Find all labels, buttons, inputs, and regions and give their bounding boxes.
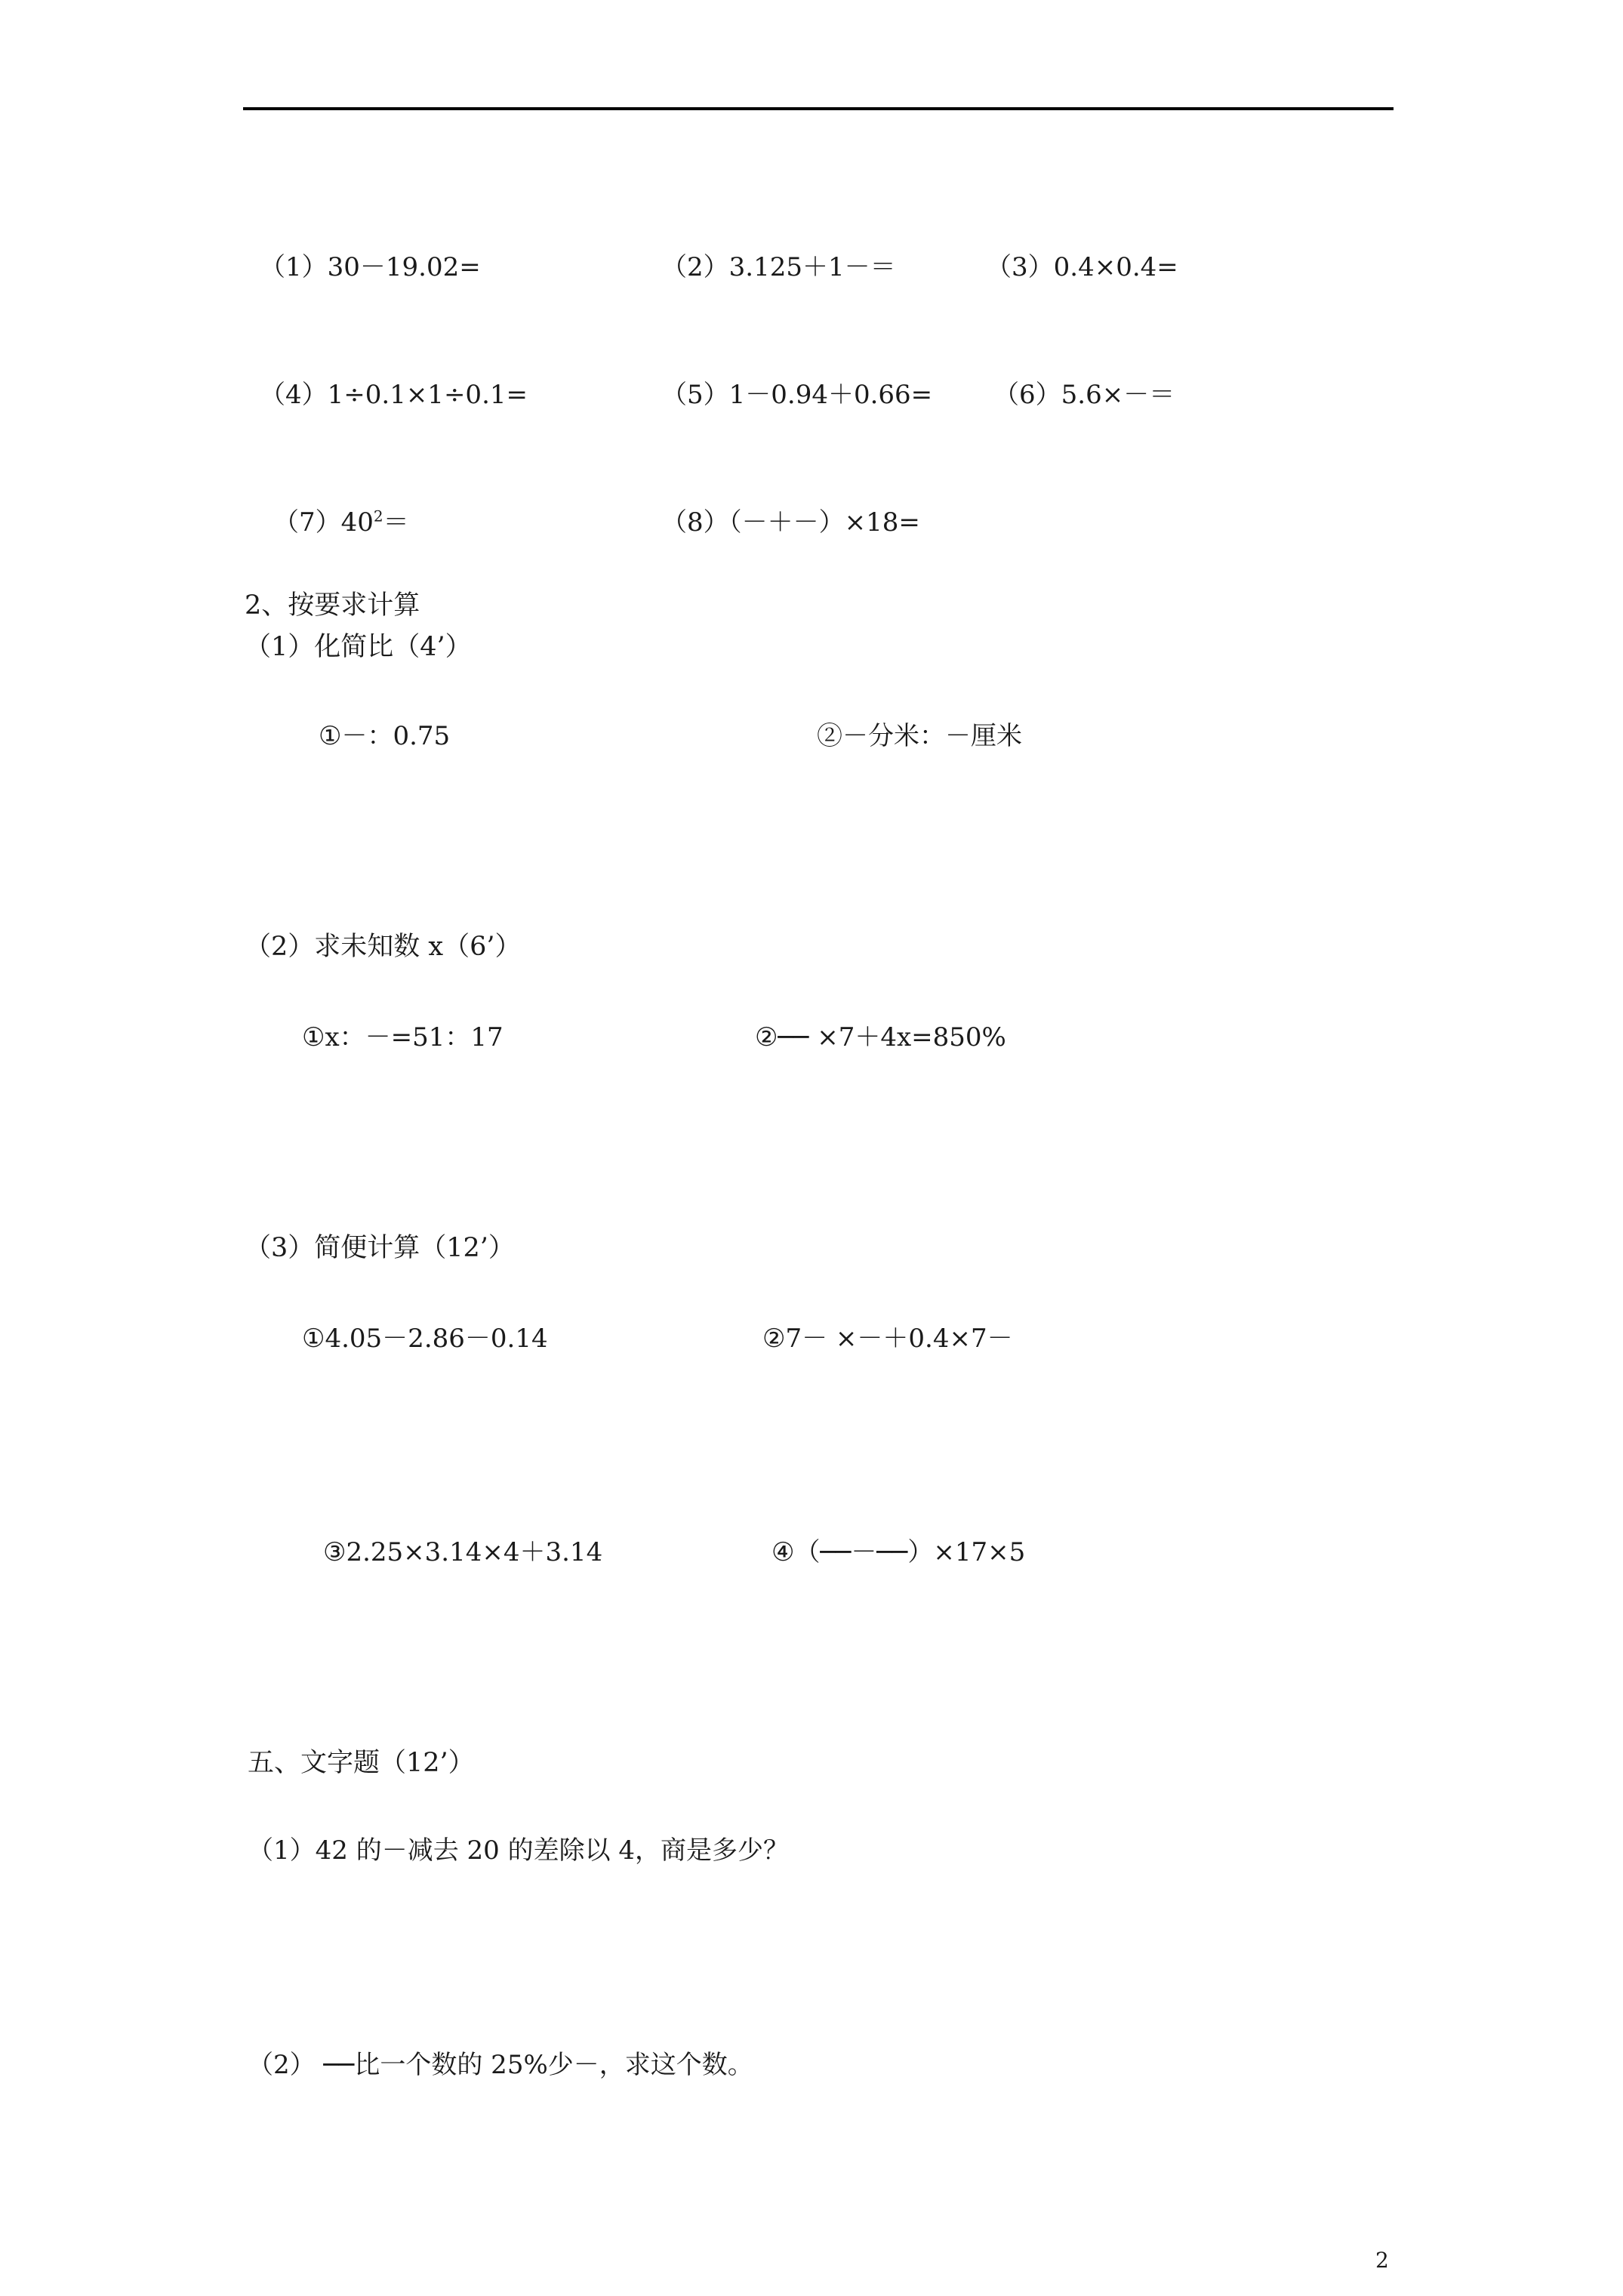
header-rule [243,107,1394,110]
simplify-item-1: ①4.05－2.86－0.14 [302,1324,548,1354]
ratio-item-1: ①－：0.75 [319,721,451,751]
word-problem-2: （2） ──比一个数的 25%少－，求这个数。 [248,2050,753,2080]
problem-7 [273,507,409,538]
equation-item-1: ①x：－=51：17 [302,1022,504,1052]
part-2-title: （2）求未知数 x（6’） [245,932,522,962]
problem-5: （5）1－0.94＋0.66= [661,380,933,410]
page-number: 2 [1375,2248,1389,2273]
part-3-title: （3）简便计算（12’） [245,1233,515,1263]
ratio-item-2: ②－分米：－厘米 [817,721,1022,751]
equation-item-2: ②── ×7＋4x=850% [755,1022,1006,1052]
problem-7-equals: ＝ [383,507,409,538]
problem-1: （1）30－19.02= [260,252,481,282]
problem-6: （6）5.6×－＝ [993,380,1175,410]
problem-7-base: （7）40 [273,507,374,538]
problem-4: （4）1÷0.1×1÷0.1= [260,380,528,410]
word-problem-1: （1）42 的－减去 20 的差除以 4，商是多少？ [248,1835,790,1866]
simplify-item-4: ④（──－──）×17×5 [771,1537,1026,1567]
problem-3: （3）0.4×0.4= [986,252,1178,282]
simplify-item-2: ②7－ ×－＋0.4×7－ [762,1324,1013,1354]
problem-8: （8）（－＋－）×18= [661,507,920,538]
simplify-item-3: ③2.25×3.14×4＋3.14 [323,1537,603,1567]
section-5-title: 五、文字题（12’） [248,1748,475,1778]
problem-7-exponent: 2 [373,507,383,525]
section-2-title: 2、按要求计算 [245,590,420,621]
problem-2: （2）3.125＋1－＝ [661,252,896,282]
part-1-title: （1）化简比（4’） [245,632,472,662]
